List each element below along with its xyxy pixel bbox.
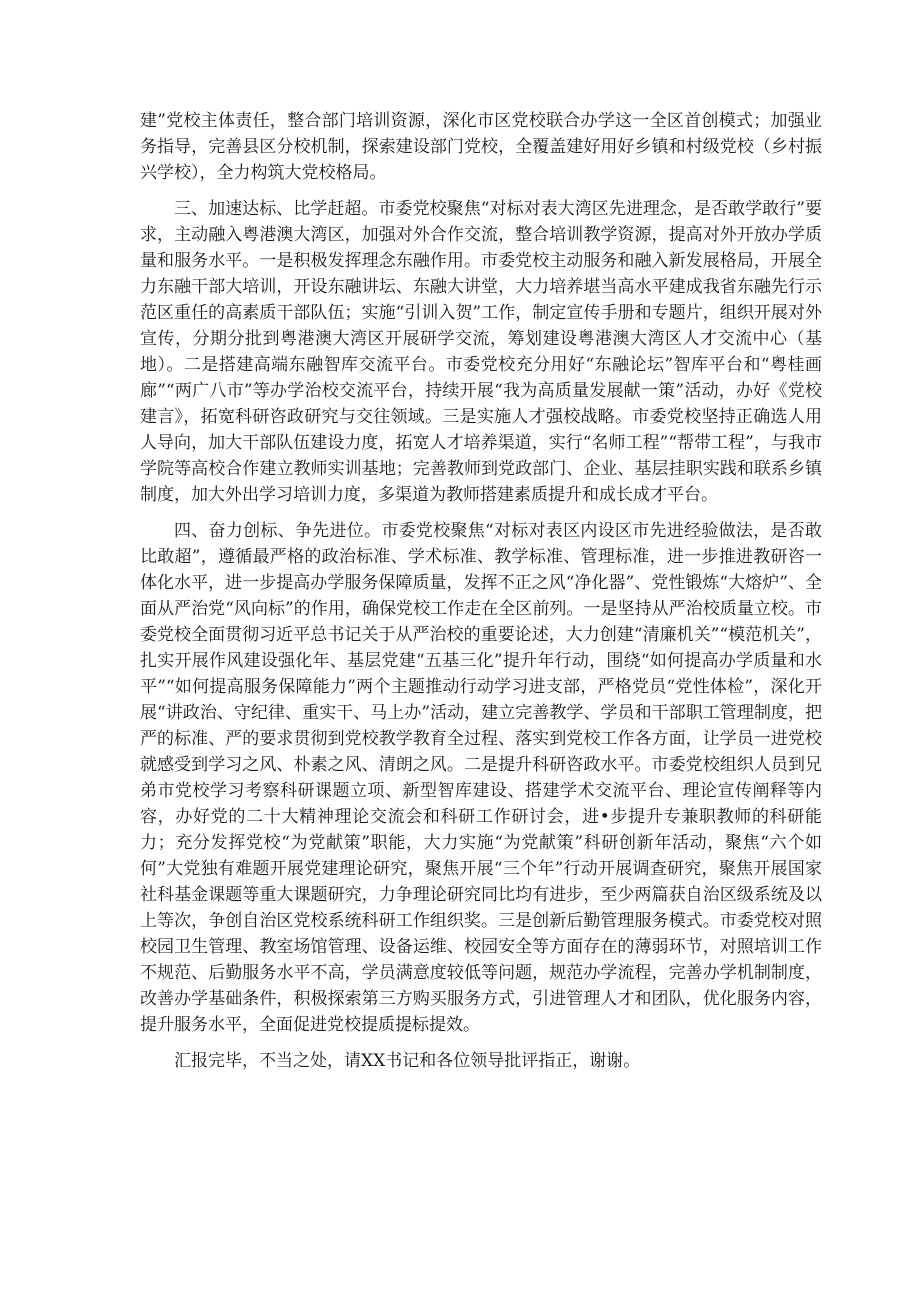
paragraph-section-three: 三、加速达标、比学赶超。市委党校聚焦“对标对表大湾区先进理念，是否敢学敢行”要求，主动融入粤港澳大湾区，加强对外合作交流，整合培训教学资源，提高对外开放办学质量和服务水平。一是积极发挥理念东融作用。市委党校主动服务和融入新发展格局，开展全力东融干部大培训，开设东融讲坛、东融大讲堂，大力培养堪当高水平建成我省东融先行示范区重任的高素质干部队伍；实施“引训入贺”工作，制定宣传手册和专题片，组织开展对外宣传，分期分批到粤港澳大湾区开展研学交流，筹划建设粤港澳大湾区人才交流中心（基地）。二是搭建高端东融智库交流平台。市委党校充分用好“东融论坛”智库平台和“粤桂画廊”“两广八市”等办学治校交流平台，持续开展“我为高质量发展献一策”活动，办好《党校建言》，拓宽科研咨政研究与交往领域。三是实施人才强校战略。市委党校坚持正确选人用人导向，加大干部队伍建设力度，拓宽人才培养渠道，实行“名师工程”“帮带工程”，与我市学院等高校合作建立教师实训基地；完善教师到党政部门、企业、基层挂职实践和联系乡镇制度，加大外出学习培训力度，多渠道为教师搭建素质提升和成长成才平台。 [140, 199, 822, 505]
document-body [140, 108, 822, 1074]
paragraph-closing: 汇报完毕，不当之处，请XX书记和各位领导批评指正，谢谢。 [174, 1051, 641, 1071]
paragraph-section-four: 四、奋力创标、争先进位。市委党校聚焦“对标对表区内设区市先进经验做法，是否敢比敢超”，遵循最严格的政治标准、学术标准、教学标准、管理标准，进一步推进教研咨一体化水平，进一步提高办学服务保障质量，发挥不正之风“净化器”、党性锻炼“大熔炉”、全面从严治党“风向标”的作用，确保党校工作走在全区前列。一是坚持从严治校质量立校。市委党校全面贯彻习近平总书记关于从严治校的重要论述，大力创建“清廉机关”“模范机关”，扎实开展作风建设强化年、基层党建“五基三化”提升年行动，围绕“如何提高办学质量和水平”“如何提高服务保障能力”两个主题推动行动学习进支部，严格党员“党性体检”，深化开展“讲政治、守纪律、重实干、马上办”活动，建立完善教学、学员和干部职工管理制度，把严的标准、严的要求贯彻到党校教学教育全过程、落实到党校工作各方面，让学员一进党校就感受到学习之风、朴素之风、清朗之风。二是提升科研咨政水平。市委党校组织人员到兄弟市党校学习考察科研课题立项、新型智库建设、搭建学术交流平台、理论宣传阐释等内容，办好党的二十大精神理论交流会和科研工作研讨会，进•步提升专兼职教师的科研能力；充分发挥党校“为党献策”职能，大力实施“为党献策”科研创新年活动，聚焦“六个如何”大党独有难题开展党建理论研究，聚焦开展“三个年”行动开展调查研究，聚焦开展国家社科基金课题等重大课题研究，力争理论研究同比均有进步，至少两篇获自治区级系统及以上等次，争创自治区党校系统科研工作组织奖。三是创新后勤管理服务模式。市委党校对照校园卫生管理、教室场馆管理、设备运维、校园安全等方面存在的薄弱环节，对照培训工作不规范、后勤服务水平不高，学员满意度较低等问题，规范办学流程，完善办学机制制度，改善办学基础条件，积极探索第三方购买服务方式，引进管理人才和团队，优化服务内容，提升服务水平，全面促进党校提质提标提效。 [140, 521, 822, 1035]
paragraph-continuation: 建”党校主体责任，整合部门培训资源，深化市区党校联合办学这一全区首创模式；加强业务指导，完善县区分校机制，探索建设部门党校，全覆盖建好用好乡镇和村级党校（乡村振兴学校），全力构筑大党校格局。 [140, 111, 822, 183]
